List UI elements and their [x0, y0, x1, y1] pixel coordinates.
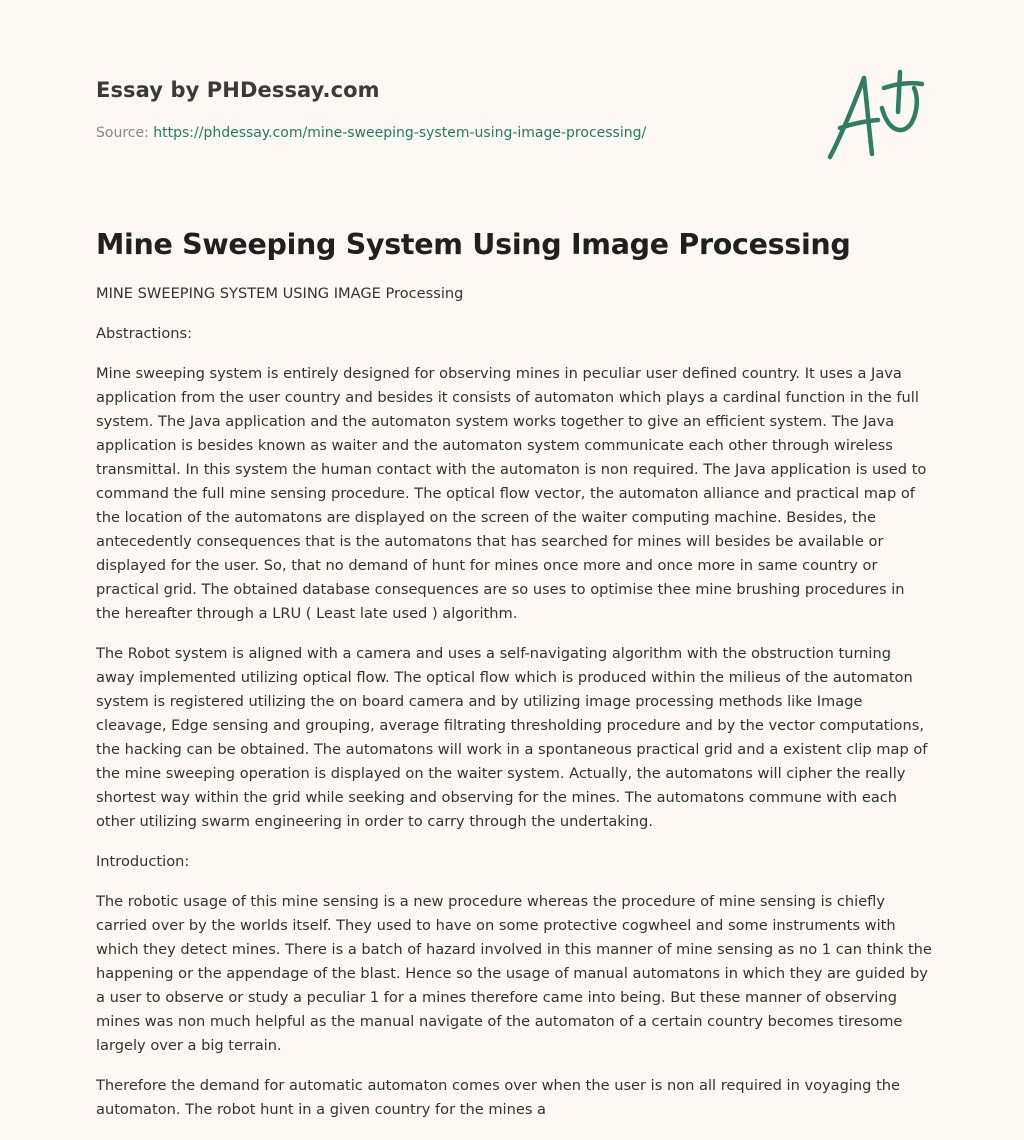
- essay-header: [96, 76, 816, 143]
- paragraph-introduction: The robotic usage of this mine sensing is a new procedure whereas the procedure of mine sensing is chiefly carried over by the worlds itself. They used to have on some protective cogwheel and some instruments with which they detect mines. There is a batch of hazard involved in this manner of mine sensing as no 1 can think the happening or the appendage of the blast. Hence so the usage of manual automatons in which they are guided by a user to observe or study a peculiar 1 for a mines therefore came into being. But these manner of observing mines was non much helpful as the manual navigate of the automaton of a certain country becomes tiresome largely over a big terrain.: [96, 893, 932, 1054]
- paragraph-truncated: Therefore the demand for automatic automaton comes over when the user is non all required in voyaging the automaton. The robot hunt in a given country for the mines a: [96, 1077, 901, 1118]
- paragraph-introduction-heading: Introduction:: [96, 853, 190, 870]
- paragraph-abstract: Mine sweeping system is entirely designed for observing mines in peculiar user defined country. It uses a Java application from the user country and besides it consists of automaton which plays a cardinal function in the full system. The Java application and the automaton system works together to give an efficient system. The Java application is besides known as waiter and the automaton system communicate each other through wireless transmittal. In this system the human contact with the automaton is non required. The Java application is used to command the full mine sensing procedure. The optical flow vector, the automaton alliance and practical map of the location of the automatons are displayed on the screen of the waiter computing machine. Besides, the antecedently consequences that is the automatons that has searched for mines will besides be available or displayed for the user. So, that no demand of hunt for mines once more and once more in same country or practical grid. The obtained database consequences are so uses to optimise thee mine brushing procedures in the hereafter through a LRU ( Least late used ) algorithm.: [96, 365, 927, 622]
- paragraph-robot-system: The Robot system is aligned with a camera and uses a self-navigating algorithm with the obstruction turning away implemented utilizing optical flow. The optical flow which is produced within the milieus of the automaton system is registered utilizing the on board camera and by utilizing image processing methods like Image cleavage, Edge sensing and grouping, average filtrating thresholding procedure and by the vector computations, the hacking can be obtained. The automatons will work in a spontaneous practical grid and a existent clip map of the mine sweeping operation is displayed on the waiter system. Actually, the automatons will cipher the really shortest way within the grid while seeking and observing for the mines. The automatons commune with each other utilizing swarm engineering in order to carry through the undertaking.: [96, 645, 928, 830]
- article-title: Mine Sweeping System Using Image Processing: [96, 228, 851, 261]
- source-link[interactable]: https://phdessay.com/mine-sweeping-system-using-image-processing/: [153, 125, 647, 141]
- site-brand: Essay by PHDessay.com: [96, 78, 380, 102]
- article-body: [96, 226, 932, 1138]
- a-plus-grade-icon: [822, 64, 928, 164]
- source-label: Source:: [96, 125, 154, 141]
- paragraph-subtitle: MINE SWEEPING SYSTEM USING IMAGE Processing: [96, 285, 464, 302]
- paragraph-abstract-heading: Abstractions:: [96, 325, 193, 342]
- source-line: [96, 123, 816, 143]
